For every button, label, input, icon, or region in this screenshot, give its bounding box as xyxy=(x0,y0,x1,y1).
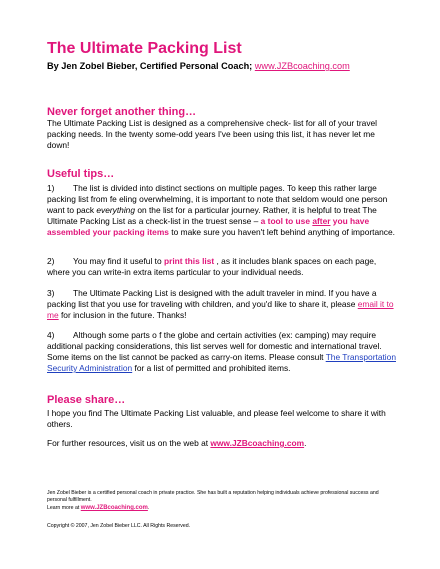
tip-1 xyxy=(47,183,399,238)
tip-1-text-b: on the list for a particular journey. Rather, it is helpful to treat The Ultimate Packing List as a check-list in the truest sense – xyxy=(47,205,377,226)
learn-more-link[interactable]: www.JZBcoaching.com xyxy=(80,505,148,511)
tip-2-text-a: You may find it useful to xyxy=(73,256,164,266)
resources-text: For further resources, visit us on the web at xyxy=(47,438,211,448)
tip-4-text-a: Although some parts o f the globe and certain activities (ex: camping) may require additional packing considerations, this list serves well for domestic and international travel. Some items on the list cannot be packed as carry-on items. Please consult xyxy=(47,330,382,362)
tip-1-number: 1) xyxy=(47,183,55,193)
tip-1-highlight-after: after xyxy=(312,216,331,226)
tip-3 xyxy=(47,288,399,321)
tip-2-text-b: , as it includes blank spaces on each page, where you can write-in extra items particular to your individual needs. xyxy=(47,256,377,277)
byline xyxy=(47,61,350,71)
copyright: Copyright © 2007, Jen Zobel Bieber LLC. All Rights Reserved. xyxy=(47,523,191,529)
learn-more-text: Learn more at xyxy=(47,505,81,511)
resources-suffix: . xyxy=(304,438,307,448)
tip-3-text-a: The Ultimate Packing List is designed with the adult traveler in mind. If you have a packing list that you use for traveling with children, and you'd like to share it, please xyxy=(47,288,377,309)
learn-more-suffix: . xyxy=(147,505,150,511)
learn-more xyxy=(47,505,399,512)
tip-3-text-b: for inclusion in the future. Thanks! xyxy=(58,310,187,320)
tip-1-highlight-tool: a tool to use xyxy=(260,216,310,226)
heading-useful-tips: Useful tips… xyxy=(47,168,115,180)
tip-1-text-a: The list is divided into distinct sections on multiple pages. To keep this rather large packing list from fe eling overwhelming, it is important to note that seldom would one person want to pack xyxy=(47,183,388,215)
tip-4-number: 4) xyxy=(47,330,55,340)
tip-2 xyxy=(47,256,399,278)
tip-1-highlight-items: you have assembled your packing items xyxy=(47,216,370,237)
byline-author: By Jen Zobel Bieber, Certified Personal Coach; xyxy=(47,61,255,71)
tip-2-number: 2) xyxy=(47,256,55,266)
tip-4-text-b: for a list of permitted and prohibited items. xyxy=(132,363,291,373)
author-bio: Jen Zobel Bieber is a certified personal coach in private practice. She has built a reputation helping individuals achieve professional success and personal fulfillment. xyxy=(47,490,379,503)
tsa-link[interactable]: The Transportation Security Administration xyxy=(47,352,396,373)
tip-1-text-c: to make sure you haven't left behind anything of importance. xyxy=(168,227,395,237)
heading-never-forget: Never forget another thing… xyxy=(47,106,197,118)
tip-1-emphasis: everything xyxy=(96,205,135,215)
tip-4 xyxy=(47,330,399,374)
resources-paragraph xyxy=(47,438,399,449)
intro-paragraph: The Ultimate Packing List is designed as a comprehensive check- list for all of your travel packing needs. In the twenty some-odd years I've been using this list, it has never let me down! xyxy=(47,118,378,150)
share-paragraph: I hope you find The Ultimate Packing List valuable, and please feel welcome to share it with others. xyxy=(47,408,386,429)
heading-please-share: Please share… xyxy=(47,394,126,406)
email-link[interactable]: email it to me xyxy=(47,299,394,320)
resources-website-link[interactable]: www.JZBcoaching.com xyxy=(210,438,305,448)
page-title: The Ultimate Packing List xyxy=(47,40,242,57)
byline-website-link[interactable]: www.JZBcoaching.com xyxy=(254,61,350,71)
print-list-link[interactable]: print this list xyxy=(163,256,215,266)
tip-3-number: 3) xyxy=(47,288,55,298)
